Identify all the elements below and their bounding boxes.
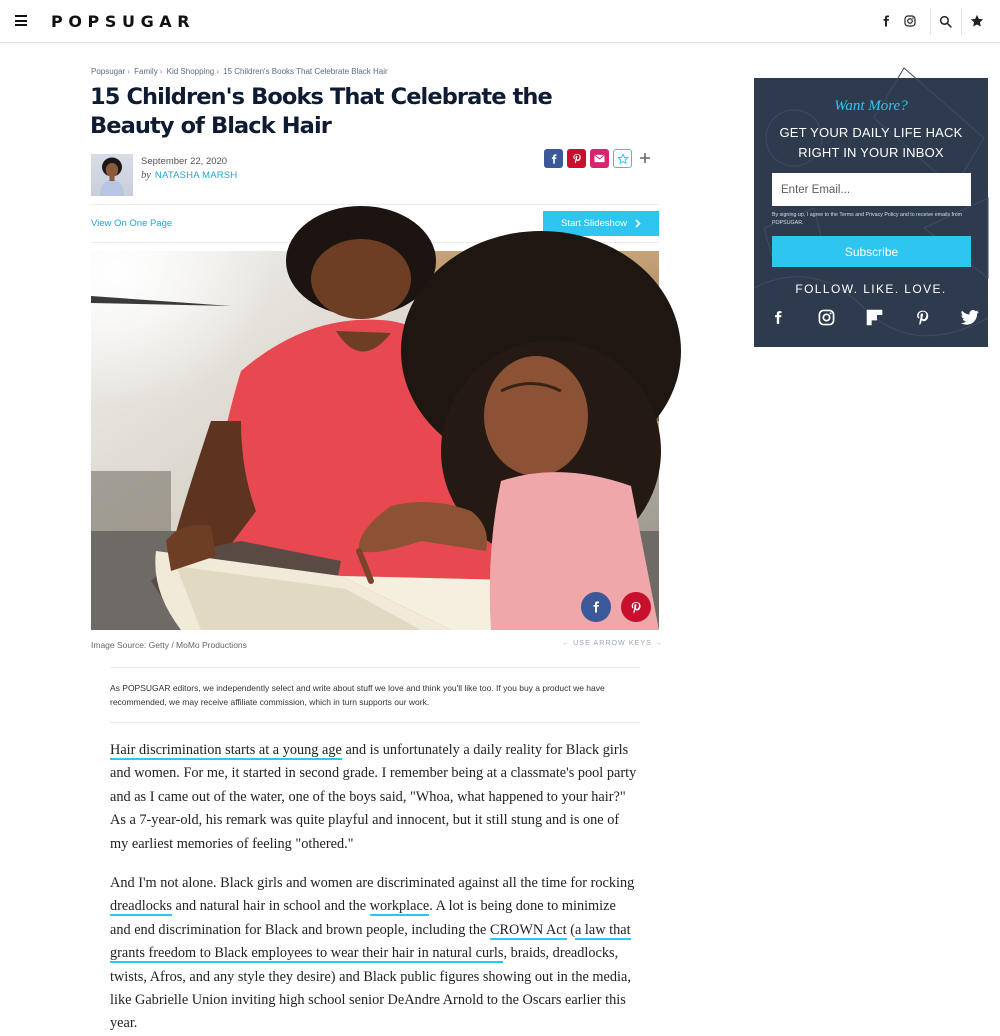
paragraph-2-text: . A lot is being done to minimize and end discrimination for Black and brown people, including the: [110, 898, 616, 938]
email-share-button[interactable]: [590, 149, 609, 168]
breadcrumb-current-article[interactable]: 15 Children's Books That Celebrate Black Hair: [223, 67, 388, 76]
newsletter-headline-line-1: GET YOUR DAILY LIFE HACK: [779, 125, 963, 140]
hair-discrimination-link[interactable]: Hair discrimination starts at a young age: [110, 742, 342, 758]
menu-icon[interactable]: [15, 15, 27, 26]
article-paragraph-2: [110, 872, 640, 1036]
byline: [141, 170, 237, 181]
follow-heading: FOLLOW. LIKE. LOVE.: [795, 282, 947, 296]
share-toolbar: [544, 149, 632, 168]
subscribe-button[interactable]: Subscribe: [772, 236, 971, 267]
pinterest-icon: [630, 601, 642, 614]
chevron-right-icon: [635, 219, 641, 228]
image-pinterest-share-button[interactable]: [621, 592, 651, 622]
divider: [110, 667, 640, 668]
paragraph-2-text: , braids, dreadlocks, twists, Afros, and any style they desire) and Black public figures showing out in the media, like Gabrielle Union inviting high school senior DeAndre Arnold to the Oscars earlier this year.: [110, 945, 631, 1032]
divider: [91, 204, 659, 205]
start-slideshow-label: Start Slideshow: [560, 218, 627, 229]
hero-image[interactable]: [91, 251, 659, 630]
breadcrumb-family[interactable]: Family: [134, 67, 158, 76]
instagram-icon[interactable]: [816, 307, 836, 327]
plus-icon: [640, 153, 650, 163]
dreadlocks-link[interactable]: dreadlocks: [110, 898, 172, 915]
more-share-button[interactable]: [640, 150, 650, 167]
author-link[interactable]: NATASHA MARSH: [154, 170, 238, 181]
newsletter-signup-widget: [754, 78, 988, 347]
flipboard-icon[interactable]: [864, 307, 884, 327]
facebook-share-button[interactable]: [544, 149, 563, 168]
paragraph-2-text: And I'm not alone. Black girls and women are discriminated against all the time for rocking: [110, 875, 635, 891]
by-label: by: [141, 170, 151, 181]
breadcrumb-kid-shopping[interactable]: Kid Shopping: [166, 67, 215, 76]
affiliate-disclosure: As POPSUGAR editors, we independently select and write about stuff we love and think you'll like too. If you buy a product we have recommended, we may receive affiliate commission, which in turn supports our work.: [110, 683, 605, 707]
facebook-icon[interactable]: [768, 307, 788, 327]
paragraph-2-text: and natural hair in school and the: [171, 898, 370, 915]
header-divider: [930, 8, 931, 35]
email-input[interactable]: [772, 173, 971, 206]
natural-curls-law-link[interactable]: a law that grants freedom to Black employees to wear their hair in natural curls: [110, 921, 631, 962]
facebook-icon: [590, 601, 602, 613]
twitter-icon[interactable]: [960, 307, 980, 327]
instagram-icon[interactable]: [900, 11, 920, 31]
image-facebook-share-button[interactable]: [581, 592, 611, 622]
pinterest-icon[interactable]: [912, 307, 932, 327]
divider: [110, 722, 640, 723]
paragraph-1-text: and is unfortunately a daily reality for Black girls and women. For me, it started in second grade. I remember being at a classmate's pool party and as I came out of the water, one of the boys said, "Whoa, what happened to your hair?" As a 7-year-old, his remark was quite playful and innocent, but it still stung and is one of my earliest memories of feeling "othered.": [110, 742, 637, 852]
article-paragraph-1: [110, 739, 640, 856]
email-icon: [594, 154, 605, 163]
article-title: 15 Children's Books That Celebrate the Beauty of Black Hair: [90, 84, 552, 139]
use-arrow-keys-hint: ← USE ARROW KEYS →: [562, 640, 664, 647]
view-on-one-page-link[interactable]: View On One Page: [91, 218, 173, 229]
newsletter-headline: [754, 123, 988, 163]
author-avatar[interactable]: [91, 154, 133, 196]
header-divider: [961, 8, 962, 35]
workplace-link[interactable]: workplace: [369, 898, 430, 915]
publish-date: September 22, 2020: [141, 156, 228, 167]
top-navigation-bar: [0, 0, 1000, 43]
breadcrumb: [91, 67, 388, 76]
facebook-icon[interactable]: [876, 11, 896, 31]
want-more-heading: Want More?: [834, 98, 908, 114]
bookmark-button[interactable]: [613, 149, 632, 168]
facebook-icon: [549, 154, 559, 164]
search-icon[interactable]: [935, 11, 955, 31]
pinterest-share-button[interactable]: [567, 149, 586, 168]
breadcrumb-popsugar[interactable]: Popsugar: [91, 67, 126, 76]
breadcrumb-separator: ›: [216, 67, 219, 76]
breadcrumb-separator: ›: [159, 67, 163, 76]
paragraph-2-text: (: [566, 921, 575, 938]
popsugar-logo[interactable]: POPSUGAR: [51, 12, 196, 31]
crown-act-link[interactable]: CROWN Act: [489, 921, 567, 938]
bookmark-star-icon: [617, 153, 629, 165]
star-icon[interactable]: [967, 11, 987, 31]
terms-notice: By signing up, I agree to the Terms and Privacy Policy and to receive emails from POPSUGAR.: [772, 212, 963, 226]
pinterest-icon: [572, 153, 582, 164]
breadcrumb-separator: ›: [127, 67, 130, 76]
newsletter-headline-line-2: RIGHT IN YOUR INBOX: [798, 145, 944, 160]
image-source-caption: Image Source: Getty / MoMo Productions: [91, 640, 247, 650]
sidebar-social-links: [768, 307, 980, 327]
